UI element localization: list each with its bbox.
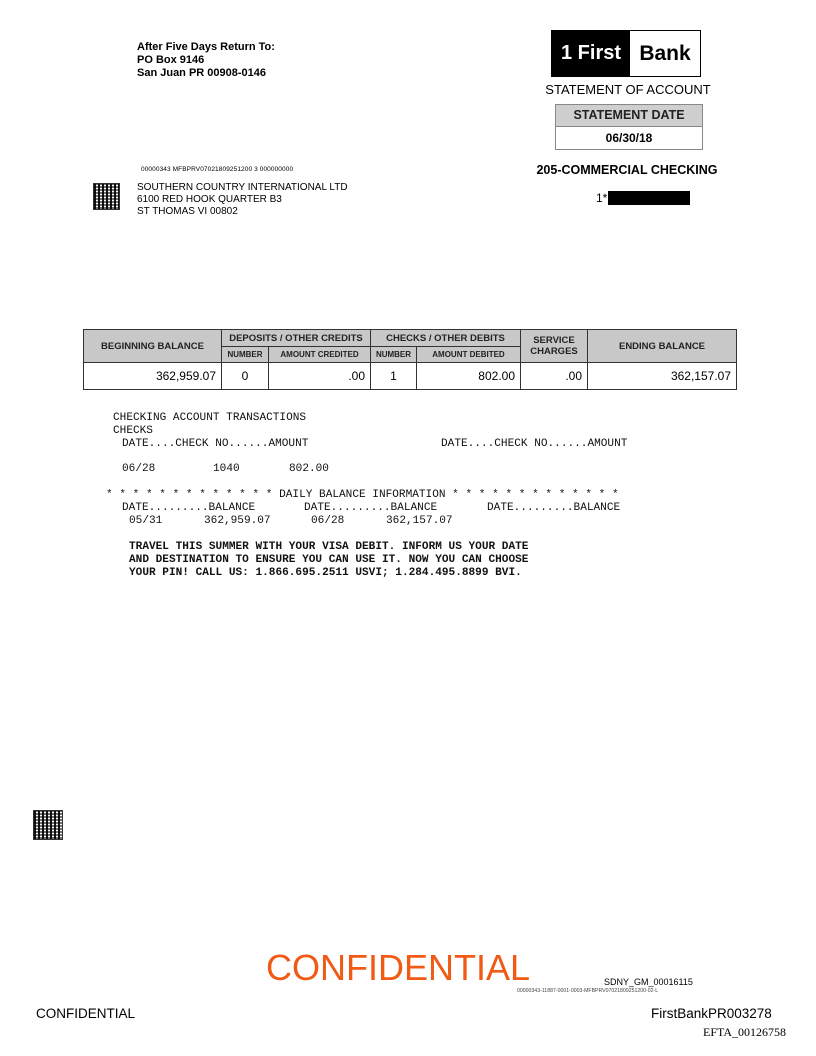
micro-codeline: 00000343-11887-0001-0003-MFBPRV07021809251200-02-L — [517, 988, 659, 994]
checks-subtitle: CHECKS — [113, 425, 153, 437]
header-amount-debited: AMOUNT DEBITED — [417, 347, 521, 363]
account-prefix: 1* — [596, 191, 608, 205]
return-address — [137, 41, 275, 80]
deposits-number-value: 0 — [222, 363, 269, 390]
header-amount-credited: AMOUNT CREDITED — [269, 347, 371, 363]
header-deposits: DEPOSITS / OTHER CREDITS — [222, 330, 371, 347]
statement-date-label: STATEMENT DATE — [556, 105, 702, 127]
barcode-icon — [33, 810, 63, 840]
header-checks-number: NUMBER — [371, 347, 417, 363]
customer-name: SOUTHERN COUNTRY INTERNATIONAL LTD — [137, 182, 348, 193]
bates-number: FirstBankPR003278 — [651, 1006, 772, 1021]
daily-balance-date-2: 06/28 — [311, 515, 345, 527]
ending-balance-value: 362,157.07 — [588, 363, 737, 390]
daily-balance-header-3: DATE.........BALANCE — [487, 502, 621, 514]
promo-line-3: YOUR PIN! CALL US: 1.866.695.2511 USVI; 1.284.495.8899 BVI. — [129, 567, 522, 579]
mail-codeline: 00000343 MFBPRV07021809251200 3 000000000 — [141, 166, 294, 173]
check-row-date: 06/28 — [122, 463, 156, 475]
confidential-stamp: CONFIDENTIAL — [266, 947, 531, 988]
checks-column-header-left: DATE....CHECK NO......AMOUNT — [122, 438, 309, 450]
mailing-address — [137, 182, 348, 218]
account-number — [596, 191, 690, 205]
header-checks: CHECKS / OTHER DEBITS — [371, 330, 521, 347]
logo-first: 1 First — [552, 31, 630, 76]
beginning-balance-value: 362,959.07 — [84, 363, 222, 390]
statement-title: STATEMENT OF ACCOUNT — [545, 82, 711, 97]
barcode-icon — [93, 183, 120, 210]
return-line-2: PO Box 9146 — [137, 54, 205, 66]
transactions-title: CHECKING ACCOUNT TRANSACTIONS — [113, 412, 307, 424]
daily-balance-title: * * * * * * * * * * * * * DAILY BALANCE INFORMATION * * * * * * * * * * * * * — [106, 489, 619, 501]
customer-street: 6100 RED HOOK QUARTER B3 — [137, 194, 282, 205]
return-line-1: After Five Days Return To: — [137, 41, 275, 53]
promo-line-1: TRAVEL THIS SUMMER WITH YOUR VISA DEBIT. INFORM US YOUR DATE — [129, 541, 529, 553]
header-service-charges: SERVICE CHARGES — [521, 330, 588, 363]
service-charges-value: .00 — [521, 363, 588, 390]
daily-balance-amount-2: 362,157.07 — [386, 515, 453, 527]
amount-credited-value: .00 — [269, 363, 371, 390]
header-beginning-balance: BEGINNING BALANCE — [84, 330, 222, 363]
efta-number: EFTA_00126758 — [703, 1025, 787, 1039]
account-type: 205-COMMERCIAL CHECKING — [536, 163, 718, 177]
account-summary-table — [83, 329, 737, 390]
return-line-3: San Juan PR 00908-0146 — [137, 67, 267, 79]
logo-bank: Bank — [639, 41, 691, 65]
daily-balance-header-1: DATE.........BALANCE — [122, 502, 256, 514]
statement-date-box — [555, 104, 703, 150]
sdny-number: SDNY_GM_00016115 — [604, 977, 693, 987]
checks-column-header-right: DATE....CHECK NO......AMOUNT — [441, 438, 628, 450]
checks-number-value: 1 — [371, 363, 417, 390]
header-ending-balance: ENDING BALANCE — [588, 330, 737, 363]
amount-debited-value: 802.00 — [417, 363, 521, 390]
daily-balance-header-2: DATE.........BALANCE — [304, 502, 438, 514]
header-deposits-number: NUMBER — [222, 347, 269, 363]
redaction-bar — [608, 191, 690, 205]
daily-balance-date-1: 05/31 — [129, 515, 163, 527]
confidential-footer: CONFIDENTIAL — [36, 1006, 136, 1021]
bank-logo — [551, 30, 701, 77]
check-row-amount: 802.00 — [289, 463, 329, 475]
statement-date-value: 06/30/18 — [605, 131, 653, 145]
customer-city: ST THOMAS VI 00802 — [137, 206, 238, 217]
promo-line-2: AND DESTINATION TO ENSURE YOU CAN USE IT. NOW YOU CAN CHOOSE — [129, 554, 529, 566]
daily-balance-amount-1: 362,959.07 — [204, 515, 271, 527]
check-row-number: 1040 — [213, 463, 240, 475]
